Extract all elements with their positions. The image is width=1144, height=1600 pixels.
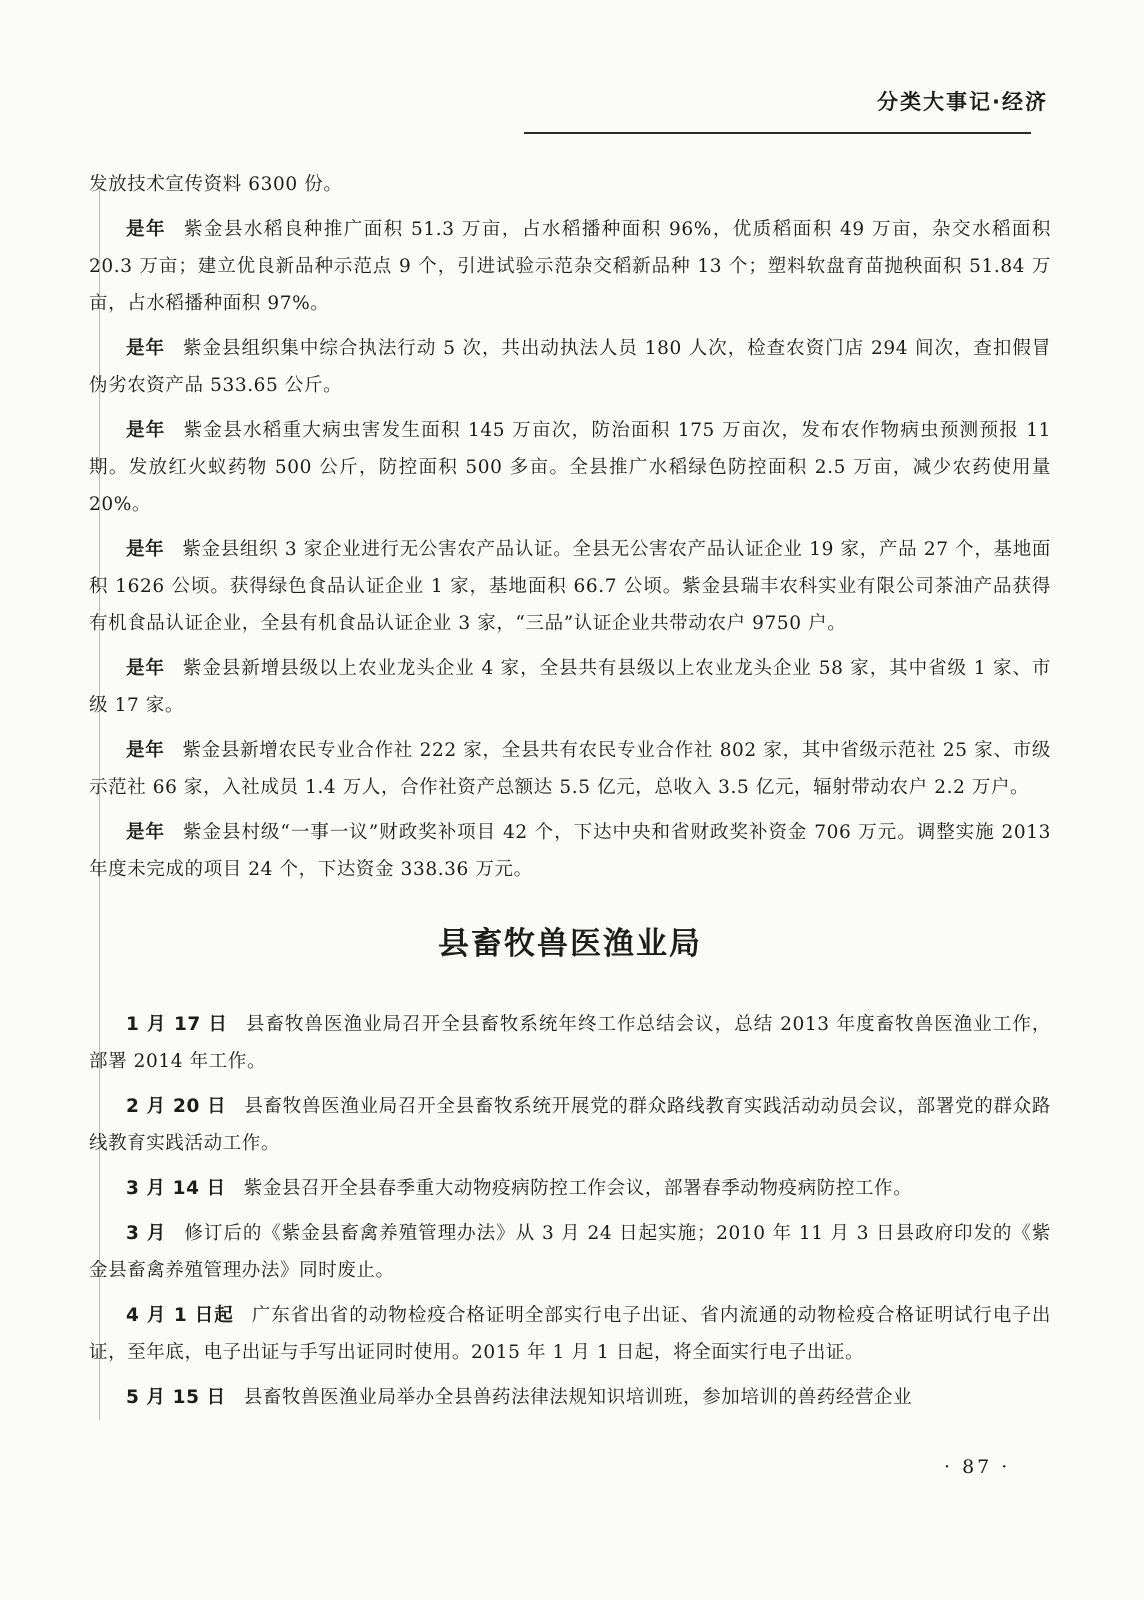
dated-entry-paragraph <box>89 1006 1051 1080</box>
entry-text: 修订后的《紫金县畜禽养殖管理办法》从 3 月 24 日起实施；2010 年 11 月 3 日县政府印发的《紫金县畜禽养殖管理办法》同时废止。 <box>89 1223 1051 1281</box>
entry-date: 2 月 20 日 <box>126 1096 227 1117</box>
entry-text: 县畜牧兽医渔业局召开全县畜牧系统年终工作总结会议，总结 2013 年度畜牧兽医渔业工作，部署 2014 年工作。 <box>89 1014 1051 1072</box>
entry-date: 3 月 14 日 <box>126 1178 226 1199</box>
entry-lead: 是年 <box>126 219 166 240</box>
dated-entry-paragraph <box>89 1297 1051 1371</box>
entry-lead: 是年 <box>126 658 165 679</box>
entry-paragraph <box>89 814 1051 888</box>
entry-lead: 是年 <box>126 338 165 359</box>
entry-text: 县畜牧兽医渔业局召开全县畜牧系统开展党的群众路线教育实践活动动员会议，部署党的群众路线教育实践活动工作。 <box>89 1096 1051 1154</box>
dated-entry-paragraph <box>89 1088 1051 1162</box>
entry-text: 紫金县村级“一事一议”财政奖补项目 42 个，下达中央和省财政奖补资金 706 万元。调整实施 2013 年度未完成的项目 24 个，下达资金 338.36 万元。 <box>89 822 1051 880</box>
entry-paragraph <box>89 531 1051 642</box>
entry-text: 紫金县新增农民专业合作社 222 家，全县共有农民专业合作社 802 家，其中省级示范社 25 家、市级示范社 66 家，入社成员 1.4 万人，合作社资产总额达 5.5 亿元，总收入 3.5 亿元，辐射带动农户 2.2 万户。 <box>89 740 1051 798</box>
body-text <box>89 166 1051 1424</box>
dated-entry-paragraph <box>89 1215 1051 1289</box>
entry-lead: 是年 <box>126 539 165 560</box>
entry-paragraph <box>89 732 1051 806</box>
entry-paragraph <box>89 412 1051 523</box>
section-title: 县畜牧兽医渔业局 <box>438 926 702 962</box>
entry-lead: 是年 <box>126 420 166 441</box>
entry-paragraph <box>89 330 1051 404</box>
running-header: 分类大事记·经济 <box>877 90 1048 114</box>
entry-lead: 是年 <box>126 822 165 843</box>
dated-entry-paragraph <box>89 1379 1051 1416</box>
dated-entry-paragraph <box>89 1170 1051 1207</box>
entry-text: 紫金县新增县级以上农业龙头企业 4 家，全县共有县级以上农业龙头企业 58 家，其中省级 1 家、市级 17 家。 <box>89 658 1051 716</box>
intro-line: 发放技术宣传资料 6300 份。 <box>89 174 343 195</box>
entry-paragraph <box>89 211 1051 322</box>
entry-text: 紫金县水稻良种推广面积 51.3 万亩，占水稻播种面积 96%，优质稻面积 49 万亩，杂交水稻面积 20.3 万亩；建立优良新品种示范点 9 个，引进试验示范杂交稻新品种 13 个；塑料软盘育苗抛秧面积 51.84 万亩，占水稻播种面积 97%。 <box>89 219 1051 314</box>
entry-text: 紫金县水稻重大病虫害发生面积 145 万亩次，防治面积 175 万亩次，发布农作物病虫预测预报 11 期。发放红火蚁药物 500 公斤，防控面积 500 多亩。全县推广水稻绿色防控面积 2.5 万亩，减少农药使用量 20%。 <box>89 420 1051 515</box>
entry-text: 紫金县组织集中综合执法行动 5 次，共出动执法人员 180 人次，检查农资门店 294 间次，查扣假冒伪劣农资产品 533.65 公斤。 <box>89 338 1052 396</box>
page-number: · 87 · <box>944 1456 1011 1478</box>
entry-text: 广东省出省的动物检疫合格证明全部实行电子出证、省内流通的动物检疫合格证明试行电子出证，至年底，电子出证与手写出证同时使用。2015 年 1 月 1 日起，将全面实行电子出证。 <box>89 1305 1052 1363</box>
entry-date: 5 月 15 日 <box>126 1387 226 1408</box>
entry-date: 4 月 1 日起 <box>126 1305 234 1326</box>
entry-text: 县畜牧兽医渔业局举办全县兽药法律法规知识培训班，参加培训的兽药经营企业 <box>243 1387 913 1408</box>
entry-text: 紫金县召开全县春季重大动物疫病防控工作会议，部署春季动物疫病防控工作。 <box>243 1178 913 1199</box>
entry-date: 1 月 17 日 <box>126 1014 228 1035</box>
entry-lead: 是年 <box>126 740 165 761</box>
entry-text: 紫金县组织 3 家企业进行无公害农产品认证。全县无公害农产品认证企业 19 家，产品 27 个，基地面积 1626 公顷。获得绿色食品认证企业 1 家，基地面积 66.7 公顷。紫金县瑞丰农科实业有限公司茶油产品获得有机食品认证企业，全县有机食品认证企业 3 家，“三品”认证企业共带动农户 9750 户。 <box>89 539 1051 634</box>
header-rule <box>524 132 1031 134</box>
entry-date: 3 月 <box>126 1223 167 1244</box>
entry-paragraph <box>89 650 1051 724</box>
